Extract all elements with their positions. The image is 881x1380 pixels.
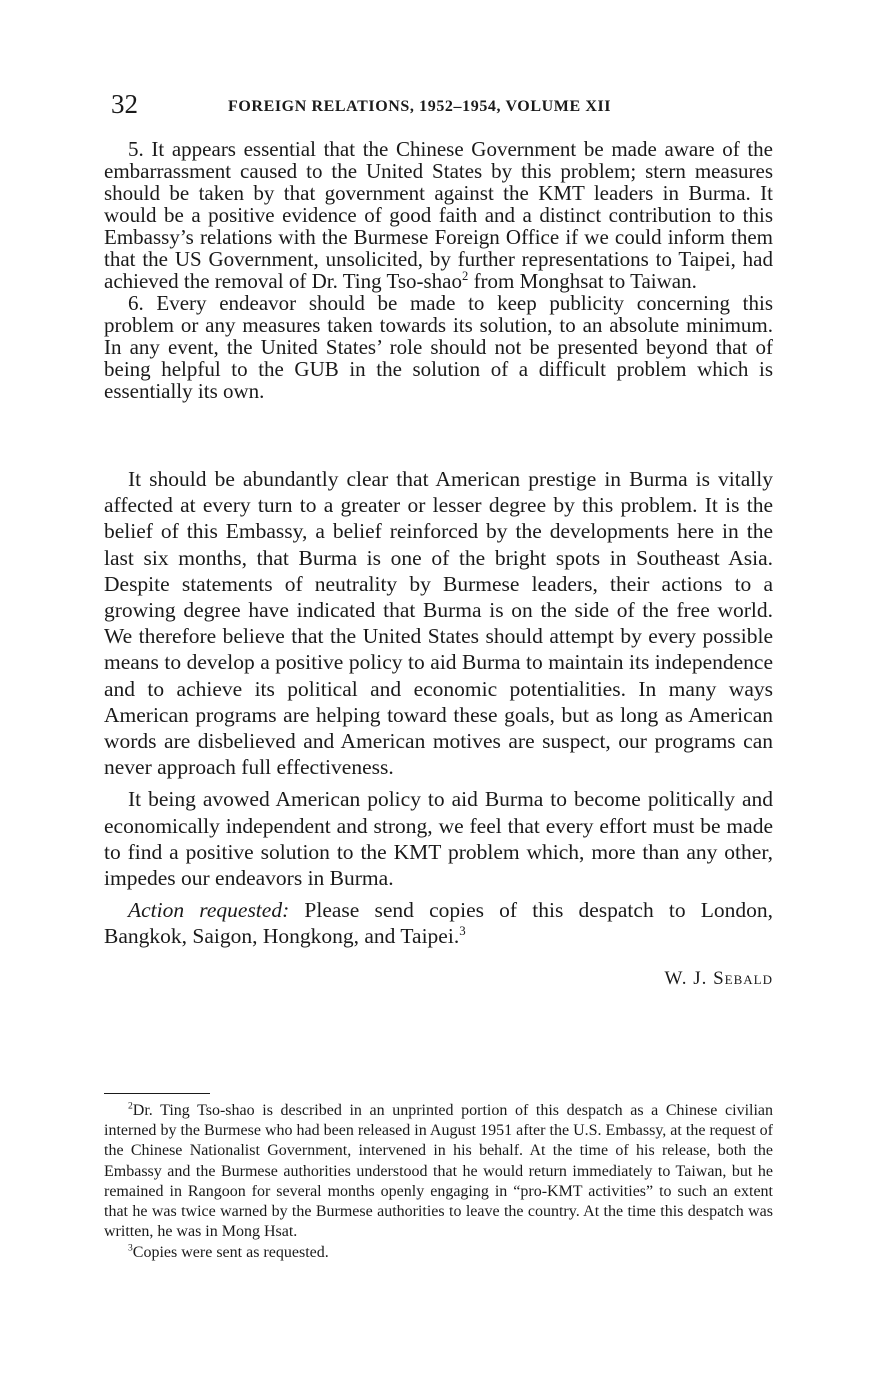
action-paragraph (104, 897, 773, 949)
footnote-marker: 2 (128, 1100, 133, 1112)
signature (665, 966, 774, 992)
body-paragraph: It should be abundantly clear that American prestige in Burma is vitally affected at every turn to a greater or lesser degree by this problem. It is the belief of this Embassy, a belief reinforced by the developments here in the last six months, that Burma is one of the bright spots in Southeast Asia. Despite statements of neutrality by Burmese leaders, their actions to a growing degree have indicated that Burma is on the side of the free world. We therefore believe that the United States should attempt by every possible means to develop a positive policy to aid Burma to maintain its independence and to achieve its political and economic potentialities. In many ways American programs are helping toward these goals, but as long as American words are disbelieved and American motives are suspect, our programs can never approach full effectiveness. (104, 467, 773, 780)
footnote-text: Copies were sent as requested. (132, 1244, 329, 1262)
body-paragraph: It being avowed American policy to aid Burma to become politically and economically independent and strong, we feel that every effort must be made to find a positive solution to the KMT problem which, more than any other, impedes our endeavors in Burma. (104, 787, 773, 891)
signature-surname: Sebald (713, 968, 773, 989)
footnotes (104, 1101, 773, 1264)
footnote-3 (104, 1243, 773, 1263)
footnote-marker: 3 (128, 1243, 133, 1255)
action-text: Please send copies of this despatch to London, Bangkok, Saigon, Hongkong, and Taipei. (104, 898, 774, 949)
running-head: FOREIGN RELATIONS, 1952–1954, VOLUME XII (228, 98, 612, 115)
action-label: Action requested: (128, 898, 290, 923)
page-number: 32 (111, 89, 138, 119)
footnote-ref: 2 (462, 269, 469, 283)
recommendation-text: from Monghsat to Taiwan. (468, 269, 697, 293)
recommendation-text: 5. It appears essential that the Chinese Government be made aware of the embarrassment caused to the United States by this problem; stern measures should be taken by that government against the KMT leaders in Burma. It would be a positive evidence of good faith and a distinct contribution to this Embassy’s relations with the Burmese Foreign Office if we could inform them that the US Government, unsolicited, by further representations to Taipei, had achieved the removal of Dr. Ting Tso-shao (104, 137, 773, 293)
footnote-2 (104, 1101, 773, 1242)
main-body (104, 466, 773, 950)
footnote-text: Dr. Ting Tso-shao is described in an unprinted portion of this despatch as a Chinese civilian interned by the Burmese who had been released in August 1951 after the U.S. Embassy, at the request of the Chinese Nationalist Government, intervened in his behalf. At the time of his release, both the Embassy and the Burmese authorities understood that he would return immediately to Taiwan, but he remained in Rangoon for several months openly engaging in “pro-KMT activities” to such an extent that he was twice warned by the Burmese authorities to leave the country. At the time this despatch was written, he was in Mong Hsat. (104, 1102, 773, 1241)
recommendation-item-6: 6. Every endeavor should be made to keep publicity concerning this problem or any measures taken towards its solution, to an absolute minimum. In any event, the United States’ role should not be presented beyond that of being helpful to the GUB in the solution of a difficult problem which is essentially its own. (104, 291, 773, 403)
footnote-ref: 3 (459, 924, 466, 939)
signature-initials: W. J. (664, 968, 714, 989)
recommendation-item-5 (104, 138, 773, 292)
quoted-recommendations (104, 138, 773, 402)
footnote-divider (104, 1093, 210, 1094)
